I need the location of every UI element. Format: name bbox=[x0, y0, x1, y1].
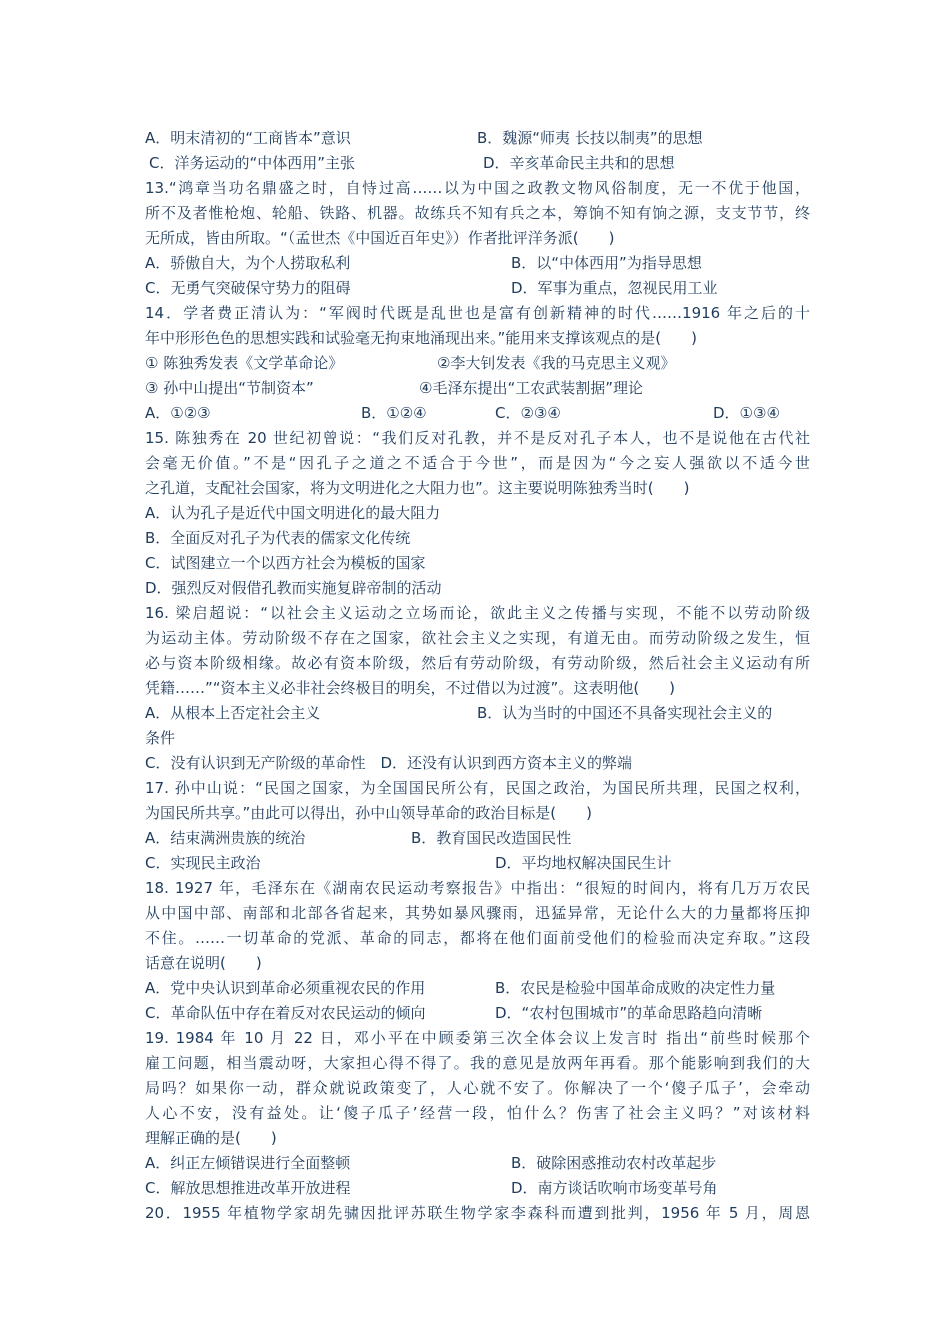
q13-option-d: D．军事为重点，忽视民用工业 bbox=[511, 279, 718, 297]
q13-stem-line: 无所成，皆由所取。“（孟世杰《中国近百年史》）作者批评洋务派( ) bbox=[145, 229, 615, 247]
q16-option-b: B．认为当时的中国还不具备实现社会主义的 bbox=[477, 704, 773, 722]
q19-option-a: A．纠正左倾错误进行全面整顿 bbox=[145, 1154, 351, 1172]
q18-stem-line: 从中国中部、南部和北部各省起来，其势如暴风骤雨，迅猛异常，无论什么大的力量都将压抑 bbox=[145, 904, 810, 922]
q19-stem-line: 雇工问题，相当震动呀，大家担心得不得了。我的意见是放两年再看。那个能影响到我们的大 bbox=[145, 1054, 810, 1072]
q13-stem-line: 13.“鸿章当功名鼎盛之时，自恃过高……以为中国之政教文物风俗制度，无一不优于他国， bbox=[145, 179, 810, 197]
q19-options-row-2 bbox=[145, 1176, 810, 1201]
q19-option-c: C．解放思想推进改革开放进程 bbox=[145, 1179, 351, 1197]
q12-option-c: C．洋务运动的“中体西用”主张 bbox=[149, 154, 356, 172]
q18-options-row-2 bbox=[145, 1001, 810, 1026]
q16-stem-line: 必与资本阶级相缘。故必有资本阶级，然后有劳动阶级，有劳动阶级，然后社会主义运动有所 bbox=[145, 654, 810, 672]
q16-option-a: A．从根本上否定社会主义 bbox=[145, 704, 321, 722]
q16-stem-line: 为运动主体。劳动阶级不存在之国家，欲社会主义之实现，有道无由。而劳动阶级之发生，恒 bbox=[145, 629, 810, 647]
q18-option-a: A．党中央认识到革命必须重视农民的作用 bbox=[145, 979, 426, 997]
q13-option-c: C．无勇气突破保守势力的阻碍 bbox=[145, 279, 351, 297]
q15-stem-line: 会毫无价值。”不是“因孔子之道之不适合于今世”，而是因为“今之妄人强欲以不适今世 bbox=[145, 454, 810, 472]
q12-option-d: D．辛亥革命民主共和的思想 bbox=[483, 154, 675, 172]
q19-option-d: D．南方谈话吹响市场变革号角 bbox=[511, 1179, 718, 1197]
q16-stem-line: 凭籍……”“资本主义必非社会终极目的明矣，不过借以为过渡”。这表明他( ) bbox=[145, 679, 676, 697]
q15-stem-line: 之孔道，支配社会国家，将为文明进化之大阻力也”。这主要说明陈独秀当时( ) bbox=[145, 479, 690, 497]
q14-items-row-2 bbox=[145, 376, 810, 401]
q14-items-row-1 bbox=[145, 351, 810, 376]
q17-stem-line: 为国民所共享。”由此可以得出，孙中山领导革命的政治目标是( ) bbox=[145, 804, 592, 822]
q19-stem-line: 局吗？如果你一动，群众就说政策变了，人心就不安了。你解决了一个‘傻子瓜子’，会牵动 bbox=[145, 1079, 810, 1097]
q17-option-d: D．平均地权解决国民生计 bbox=[495, 854, 672, 872]
q13-options-row-1 bbox=[145, 251, 810, 276]
q18-option-c: C．革命队伍中存在着反对农民运动的倾向 bbox=[145, 1004, 426, 1022]
q15-option-d: D．强烈反对假借孔教而实施复辟帝制的活动 bbox=[145, 579, 442, 597]
q13-option-a: A．骄傲自大，为个人捞取私利 bbox=[145, 254, 351, 272]
q14-stem-line: 14．学者费正清认为：“军阀时代既是乱世也是富有创新精神的时代……1916 年之后的十 bbox=[145, 304, 810, 322]
q15-option-b: B．全面反对孔子为代表的儒家文化传统 bbox=[145, 529, 411, 547]
q17-option-a: A．结束满洲贵族的统治 bbox=[145, 829, 306, 847]
q15-option-c: C．试图建立一个以西方社会为模板的国家 bbox=[145, 554, 426, 572]
q14-option-d: D．①③④ bbox=[713, 404, 780, 422]
q14-option-c: C．②③④ bbox=[495, 404, 561, 422]
q17-stem-line: 17. 孙中山说：“民国之国家，为全国国民所公有，民国之政治，为国民所共理，民国之权利， bbox=[145, 779, 810, 797]
q17-options-row-2 bbox=[145, 851, 810, 876]
q18-stem-line: 不住。……一切革命的党派、革命的同志，都将在他们面前受他们的检验而决定弃取。”这段 bbox=[145, 929, 810, 947]
q14-option-b: B．①②④ bbox=[361, 404, 427, 422]
q12-options-row-2 bbox=[145, 151, 810, 176]
q12-option-b: B．魏源“师夷 长技以制夷”的思想 bbox=[477, 129, 703, 147]
q19-option-b: B．破除困惑推动农村改革起步 bbox=[511, 1154, 717, 1172]
q12-option-a: A．明末清初的“工商皆本”意识 bbox=[145, 129, 351, 147]
q16-options-row-1 bbox=[145, 701, 810, 726]
q14-item-3: ③ 孙中山提出“节制资本” bbox=[145, 379, 314, 397]
q14-option-a: A．①②③ bbox=[145, 404, 211, 422]
q13-options-row-2 bbox=[145, 276, 810, 301]
q16-option-b-continued: 条件 bbox=[145, 729, 176, 747]
question-list bbox=[145, 126, 810, 1226]
q15-option-a: A．认为孔子是近代中国文明进化的最大阻力 bbox=[145, 504, 441, 522]
q17-option-b: B．教育国民改造国民性 bbox=[411, 829, 572, 847]
q15-stem-line: 15. 陈独秀在 20 世纪初曾说：“我们反对孔教，并不是反对孔子本人，也不是说他在古代社 bbox=[145, 429, 810, 447]
q18-options-row-1 bbox=[145, 976, 810, 1001]
q18-option-b: B．农民是检验中国革命成败的决定性力量 bbox=[495, 979, 776, 997]
q16-options-row-2: C．没有认识到无产阶级的革命性 D．还没有认识到西方资本主义的弊端 bbox=[145, 754, 633, 772]
q14-options-row bbox=[145, 401, 810, 426]
q14-item-1: ① 陈独秀发表《文学革命论》 bbox=[145, 354, 344, 372]
q16-stem-line: 16. 梁启超说：“以社会主义运动之立场而论，欲此主义之传播与实现，不能不以劳动阶级 bbox=[145, 604, 810, 622]
q18-option-d: D．“农村包围城市”的革命思路趋向清晰 bbox=[495, 1004, 763, 1022]
q20-stem-line: 20．1955 年植物学家胡先骕因批评苏联生物学家李森科而遭到批判，1956 年 5 月，周恩 bbox=[145, 1204, 810, 1222]
q19-options-row-1 bbox=[145, 1151, 810, 1176]
q13-option-b: B．以“中体西用”为指导思想 bbox=[511, 254, 702, 272]
q14-stem-line: 年中形形色色的思想实践和试验毫无拘束地涌现出来。”能用来支撑该观点的是( ) bbox=[145, 329, 697, 347]
q18-stem-line: 话意在说明( ) bbox=[145, 954, 262, 972]
q19-stem-line: 19. 1984 年 10 月 22 日，邓小平在中顾委第三次全体会议上发言时 指出“前些时候那个 bbox=[145, 1029, 810, 1047]
q19-stem-line: 人心不安，没有益处。让‘傻子瓜子’经营一段，怕什么？伤害了社会主义吗？”对该材料 bbox=[145, 1104, 810, 1122]
q14-item-2: ②李大钊发表《我的马克思主义观》 bbox=[437, 354, 676, 372]
q12-options-row-1 bbox=[145, 126, 810, 151]
q13-stem-line: 所不及者惟枪炮、轮船、铁路、机器。故练兵不知有兵之本，筹饷不知有饷之源，支支节节，终 bbox=[145, 204, 810, 222]
q18-stem-line: 18. 1927 年，毛泽东在《湖南农民运动考察报告》中指出：“很短的时间内，将有几万万农民 bbox=[145, 879, 810, 897]
q17-options-row-1 bbox=[145, 826, 810, 851]
q19-stem-line: 理解正确的是( ) bbox=[145, 1129, 277, 1147]
q14-item-4: ④毛泽东提出“工农武装割据”理论 bbox=[419, 379, 643, 397]
q17-option-c: C．实现民主政治 bbox=[145, 854, 261, 872]
